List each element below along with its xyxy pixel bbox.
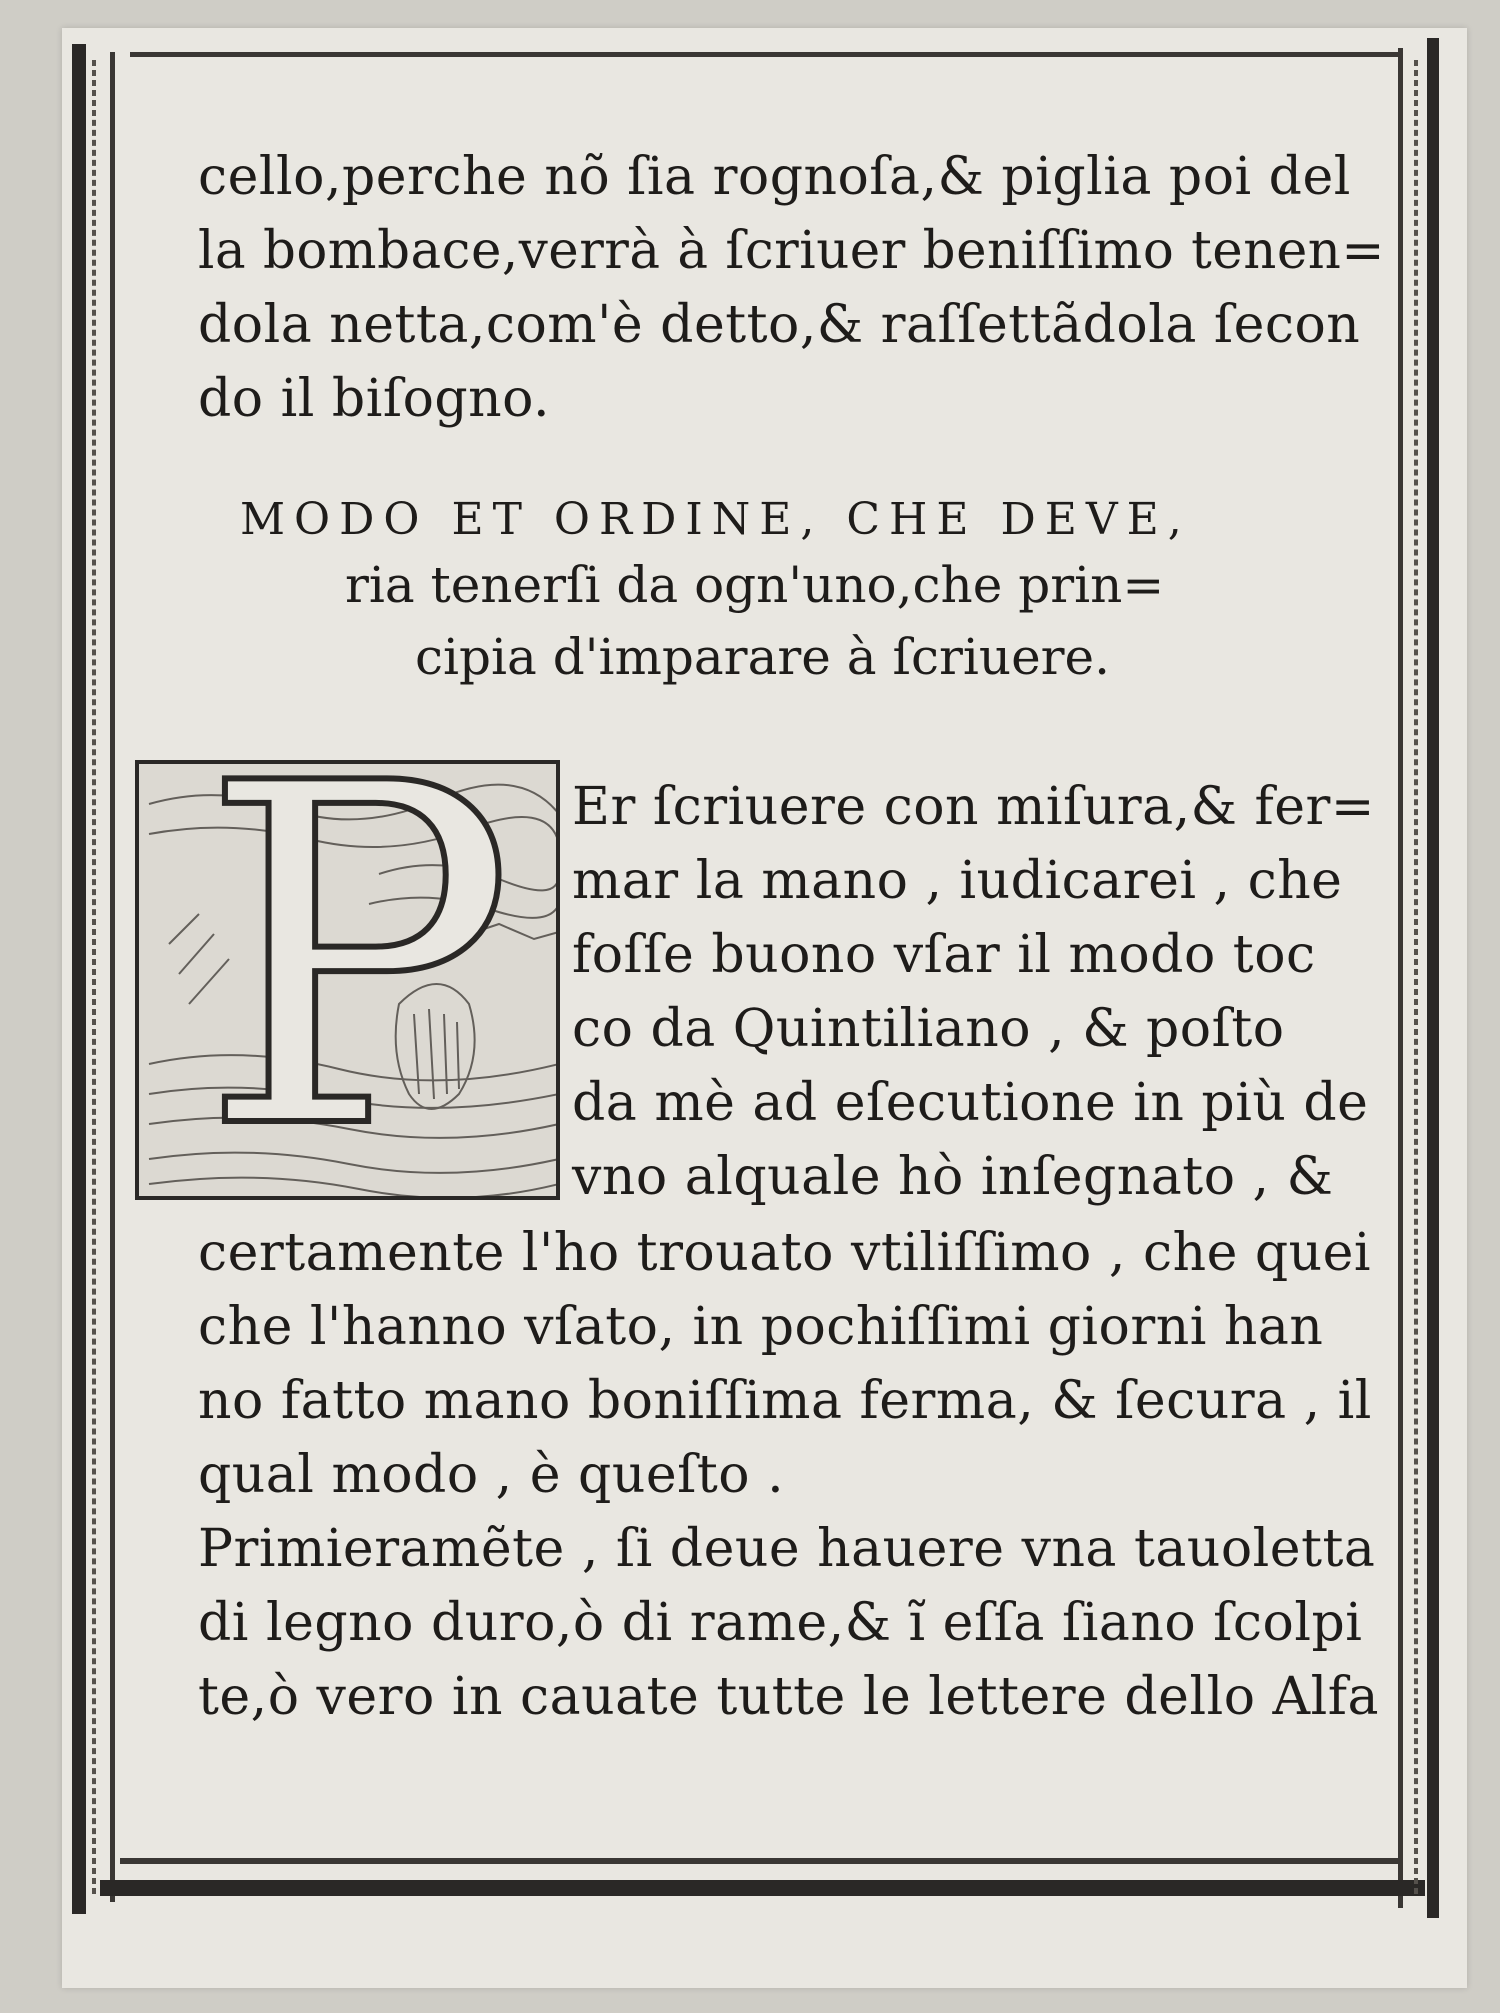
text-line: no fatto mano boniſſima ferma, & ſecura , il xyxy=(198,1371,1372,1431)
text-line: cello,perche nõ ſia rognoſa,& piglia poi del xyxy=(198,147,1351,207)
text-line: che l'hanno vſato, in pochiſſimi giorni han xyxy=(198,1297,1324,1357)
frame-left-outer xyxy=(72,44,86,1914)
section-heading-caps: MODO ET ORDINE, CHE DEVE, xyxy=(240,494,1191,545)
text-line: mar la mano , iudicarei , che xyxy=(572,851,1343,911)
frame-dotted-right xyxy=(1414,60,1418,1894)
section-heading-line3: cipia d'imparare à ſcriuere. xyxy=(415,628,1111,686)
frame-top-rule xyxy=(130,52,1400,57)
text-line: da mè ad eſecutione in più de xyxy=(572,1073,1369,1133)
section-heading-line2: ria tenerſi da ogn'uno,che prin= xyxy=(345,556,1165,614)
text-line: certamente l'ho trouato vtiliſſimo , che quei xyxy=(198,1223,1372,1283)
text-line: te,ò vero in cauate tutte le lettere dello Alfa xyxy=(198,1667,1379,1727)
text-line: foſſe buono vſar il modo toc xyxy=(572,925,1316,985)
woodcut-initial xyxy=(135,760,560,1200)
frame-right-outer xyxy=(1427,38,1439,1918)
drop-cap-letter: P xyxy=(199,760,516,1200)
text-line: dola netta,com'è detto,& raſſettãdola ſecon xyxy=(198,295,1361,355)
text-line: Primieramẽte , ſi deue hauere vna tauoletta xyxy=(198,1519,1376,1579)
frame-bottom-inner xyxy=(120,1858,1400,1864)
frame-bottom-outer xyxy=(100,1880,1425,1896)
text-line: la bombace,verrà à ſcriuer beniſſimo tenen= xyxy=(198,221,1385,281)
text-line: di legno duro,ò di rame,& ĩ eſſa ſiano ſcolpi xyxy=(198,1593,1363,1653)
text-line: co da Quintiliano , & poſto xyxy=(572,999,1285,1059)
frame-right-inner xyxy=(1398,48,1403,1908)
text-line: qual modo , è queſto . xyxy=(198,1445,785,1505)
frame-dotted-left xyxy=(92,60,96,1894)
text-line: Er ſcriuere con miſura,& fer= xyxy=(572,777,1375,837)
text-line: vno alquale hò inſegnato , & xyxy=(572,1147,1334,1207)
frame-left-inner xyxy=(110,52,115,1902)
text-line: do il biſogno. xyxy=(198,369,551,429)
